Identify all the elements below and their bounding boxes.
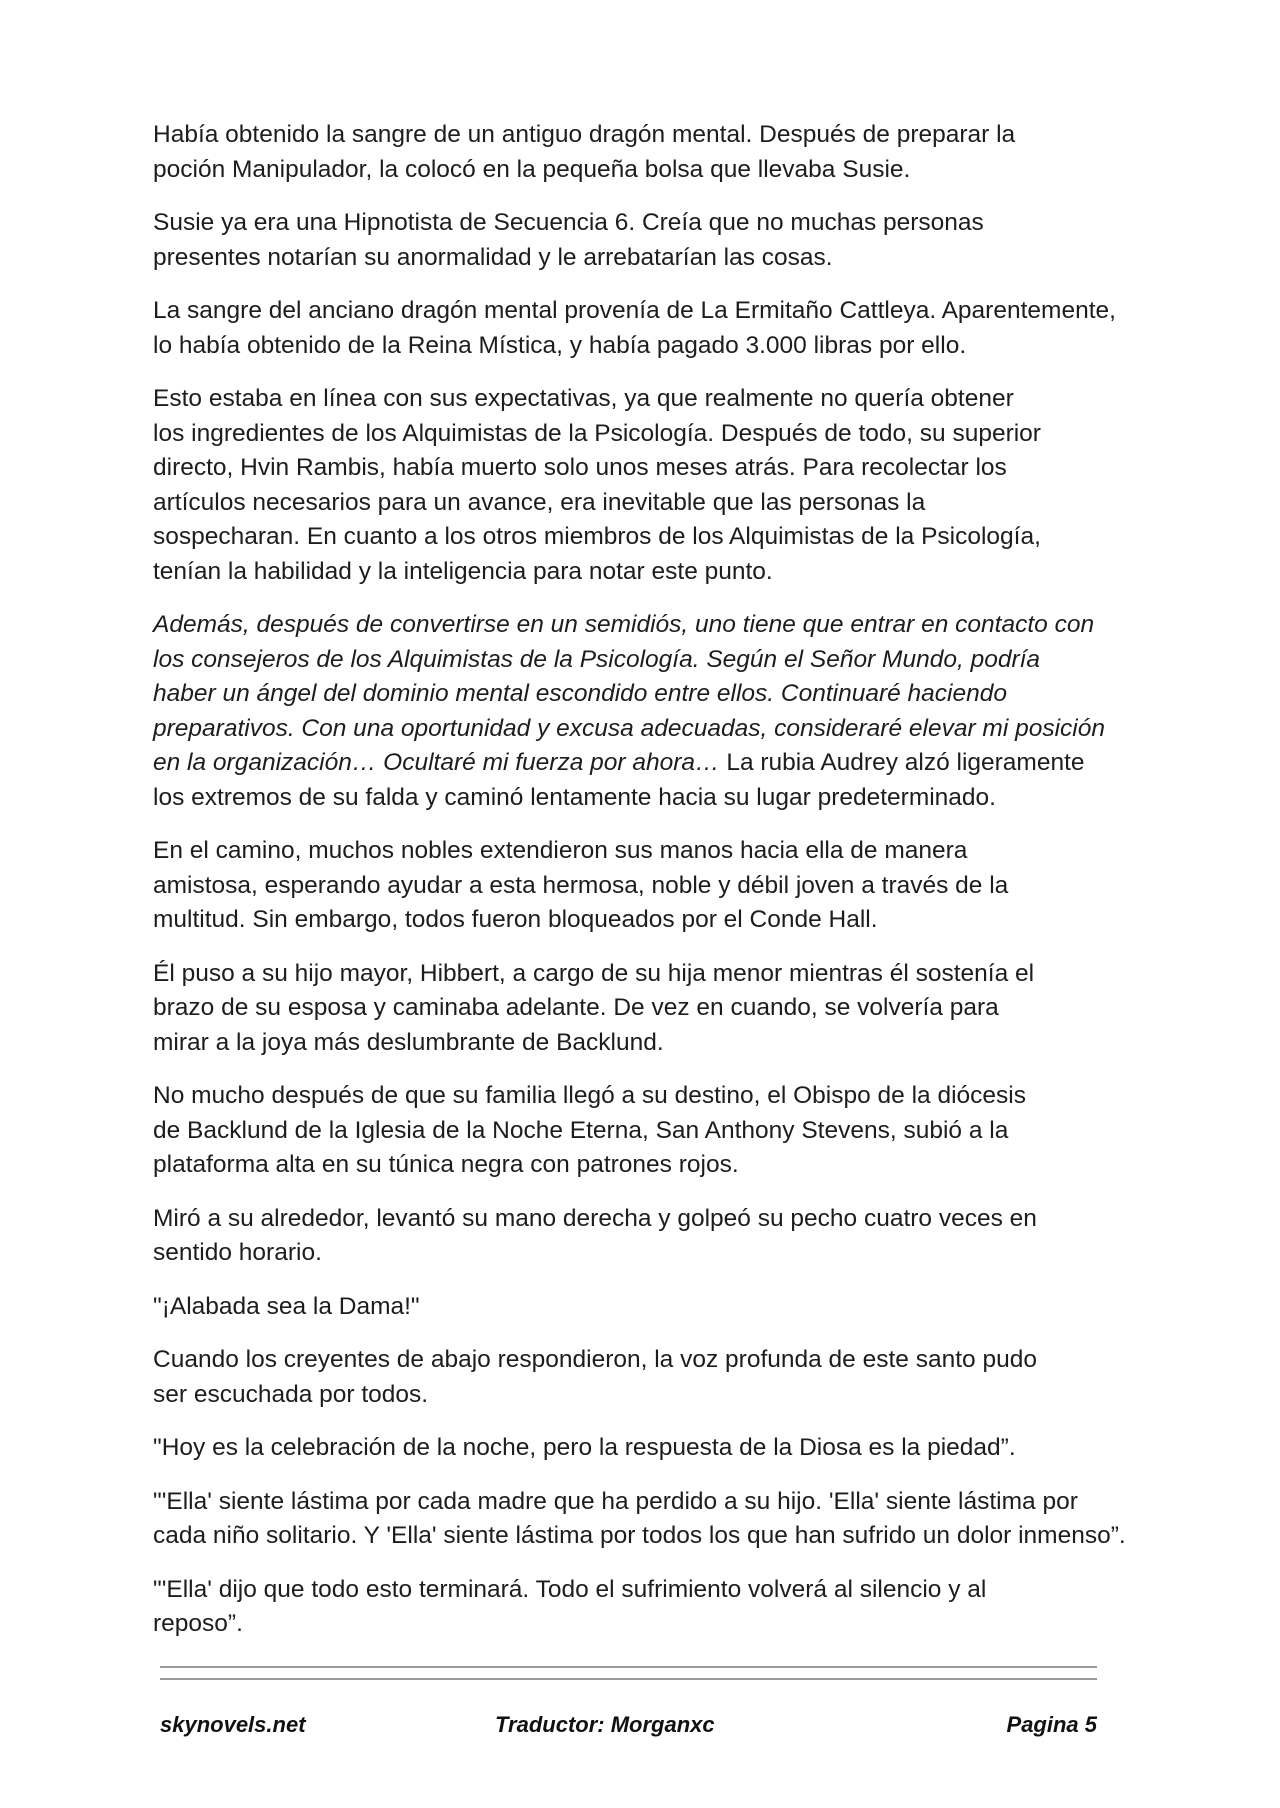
text-line: tenían la habilidad y la inteligencia para notar este punto.	[153, 557, 773, 585]
text-line: sospecharan. En cuanto a los otros miembros de los Alquimistas de la Psicología,	[153, 523, 1041, 550]
footer-translator: Traductor: Morganxc	[495, 1712, 715, 1737]
text-line: multitud. Sin embargo, todos fueron bloqueados por el Conde Hall.	[153, 906, 878, 933]
paragraph-5-inner-thoughts	[153, 608, 1188, 815]
text-line: cada niño solitario. Y 'Ella' siente lástima por todos los que han sufrido un dolor inmenso”.	[153, 1522, 1126, 1549]
mixed-text-line	[153, 746, 1188, 781]
text-line: Miró a su alrededor, levantó su mano derecha y golpeó su pecho cuatro veces en	[153, 1204, 1037, 1232]
paragraph-9	[153, 1202, 1188, 1271]
text-line: sentido horario.	[153, 1239, 322, 1266]
paragraph-7	[153, 957, 1188, 1061]
italic-text-line: los consejeros de los Alquimistas de la Psicología. Según el Señor Mundo, podría	[153, 645, 1041, 673]
text-line: lo había obtenido de la Reina Mística, y había pagado 3.000 libras por ello.	[153, 331, 967, 359]
text-line: artículos necesarios para un avance, era inevitable que las personas la	[153, 488, 926, 516]
paragraph-12	[153, 1431, 1188, 1466]
text-line: La sangre del anciano dragón mental provenía de La Ermitaño Cattleya. Aparentemente,	[153, 297, 1116, 324]
text-line: "Hoy es la celebración de la noche, pero la respuesta de la Diosa es la piedad”.	[153, 1434, 1016, 1461]
paragraph-8	[153, 1079, 1188, 1183]
text-line: mirar a la joya más deslumbrante de Backlund.	[153, 1028, 664, 1056]
text-line: "¡Alabada sea la Dama!"	[153, 1292, 420, 1320]
text-line: En el camino, muchos nobles extendieron sus manos hacia ella de manera	[153, 837, 968, 864]
text-line: directo, Hvin Rambis, había muerto solo unos meses atrás. Para recolectar los	[153, 454, 1007, 481]
text-line: de Backlund de la Iglesia de la Noche Eterna, San Anthony Stevens, subió a la	[153, 1116, 1009, 1144]
footer-page-number: Pagina 5	[1006, 1712, 1097, 1737]
paragraph-4	[153, 382, 1188, 589]
paragraph-10	[153, 1290, 1188, 1325]
paragraph-13	[153, 1485, 1188, 1554]
text-line: "'Ella' siente lástima por cada madre que ha perdido a su hijo. 'Ella' siente lástima por	[153, 1487, 1078, 1515]
text-line: Susie ya era una Hipnotista de Secuencia 6. Creía que no muchas personas	[153, 209, 984, 236]
text-line: Esto estaba en línea con sus expectativas, ya que realmente no quería obtener	[153, 385, 1014, 412]
text-line: amistosa, esperando ayudar a esta hermosa, noble y débil joven a través de la	[153, 871, 1009, 899]
italic-text-line: Además, después de convertirse en un semidiós, uno tiene que entrar en contacto con	[153, 611, 1095, 638]
page-body	[153, 118, 1188, 1661]
footer-site: skynovels.net	[160, 1712, 306, 1737]
paragraph-3	[153, 294, 1188, 363]
text-line: No mucho después de que su familia llegó a su destino, el Obispo de la diócesis	[153, 1082, 1026, 1109]
divider-line	[160, 1666, 1097, 1668]
text-line: los extremos de su falda y caminó lentamente hacia su lugar predeterminado.	[153, 783, 996, 811]
text-line: presentes notarían su anormalidad y le arrebatarían las cosas.	[153, 243, 833, 271]
paragraph-1	[153, 118, 1188, 187]
italic-fragment: en la organización… Ocultaré mi fuerza por ahora…	[153, 749, 720, 776]
paragraph-6	[153, 834, 1188, 938]
text-line: plataforma alta en su túnica negra con patrones rojos.	[153, 1151, 739, 1178]
text-line: Había obtenido la sangre de un antiguo dragón mental. Después de preparar la	[153, 121, 1016, 148]
text-line: Cuando los creyentes de abajo respondieron, la voz profunda de este santo pudo	[153, 1346, 1037, 1373]
footer-divider	[160, 1666, 1097, 1680]
text-line: brazo de su esposa y caminaba adelante. De vez en cuando, se volvería para	[153, 994, 999, 1021]
paragraph-11	[153, 1343, 1188, 1412]
text-line: poción Manipulador, la colocó en la pequeña bolsa que llevaba Susie.	[153, 155, 911, 183]
text-line: Él puso a su hijo mayor, Hibbert, a cargo de su hija menor mientras él sostenía el	[153, 959, 1035, 987]
italic-text-line: preparativos. Con una oportunidad y excusa adecuadas, consideraré elevar mi posición	[153, 714, 1105, 742]
italic-text-line: haber un ángel del dominio mental escondido entre ellos. Continuaré haciendo	[153, 680, 1007, 707]
text-line: los ingredientes de los Alquimistas de la Psicología. Después de todo, su superior	[153, 419, 1041, 447]
text-line: ser escuchada por todos.	[153, 1380, 429, 1408]
text-line: reposo”.	[153, 1610, 243, 1637]
page-footer	[160, 1712, 1097, 1748]
text-line: "'Ella' dijo que todo esto terminará. Todo el sufrimiento volverá al silencio y al	[153, 1575, 987, 1603]
paragraph-2	[153, 206, 1188, 275]
divider-line	[160, 1678, 1097, 1680]
paragraph-14	[153, 1573, 1188, 1642]
normal-fragment: La rubia Audrey alzó ligeramente	[719, 749, 1085, 776]
